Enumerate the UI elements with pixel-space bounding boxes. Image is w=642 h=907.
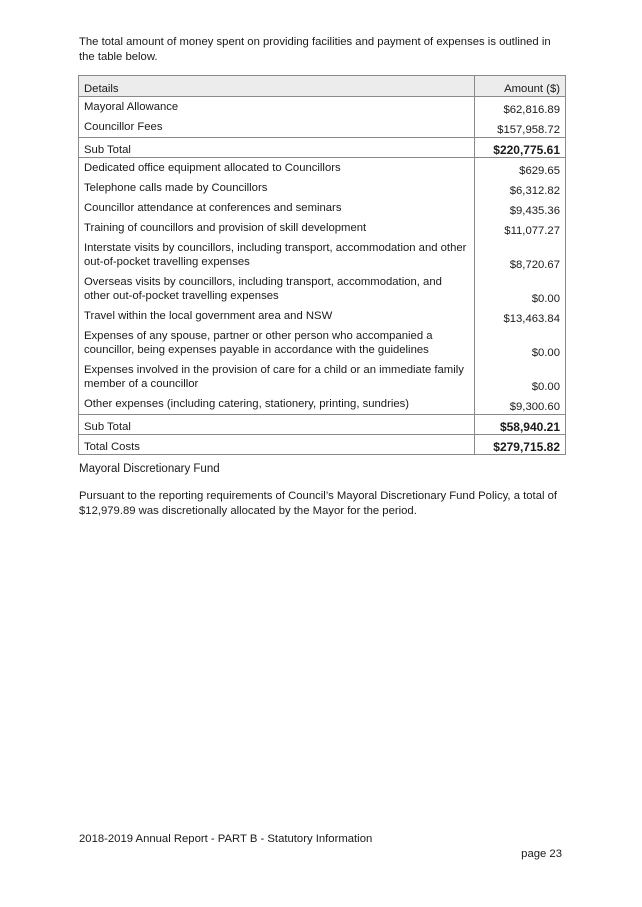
- row-amount: $8,720.67: [475, 238, 566, 272]
- row-amount: $11,077.27: [475, 218, 566, 238]
- table-row: [79, 238, 566, 272]
- row-amount: $629.65: [475, 158, 566, 179]
- row-label: Councillor Fees: [79, 117, 475, 138]
- row-label: Dedicated office equipment allocated to Councillors: [79, 158, 475, 179]
- table-row: [79, 117, 566, 138]
- row-amount: $0.00: [475, 272, 566, 306]
- row-label: Expenses involved in the provision of care for a child or an immediate family member of a councillor: [79, 360, 475, 394]
- table-row: [79, 360, 566, 394]
- intro-paragraph: The total amount of money spent on providing facilities and payment of expenses is outlined in the table below.: [79, 36, 551, 63]
- row-label: Overseas visits by councillors, including transport, accommodation, and other out-of-pocket travelling expenses: [79, 272, 475, 306]
- row-label: Interstate visits by councillors, including transport, accommodation and other out-of-pocket travelling expenses: [79, 238, 475, 272]
- fund-heading: Mayoral Discretionary Fund: [79, 463, 220, 475]
- row-label: Councillor attendance at conferences and seminars: [79, 198, 475, 218]
- table-row: [79, 326, 566, 360]
- table-row: [79, 218, 566, 238]
- subtotal-amount: $58,940.21: [475, 415, 566, 435]
- table-row: [79, 306, 566, 326]
- row-amount: $157,958.72: [475, 117, 566, 138]
- subtotal-row: [79, 415, 566, 435]
- table-row: [79, 394, 566, 415]
- total-amount: $279,715.82: [475, 435, 566, 455]
- expenses-table: [78, 75, 566, 455]
- row-label: Mayoral Allowance: [79, 97, 475, 118]
- subtotal-label: Sub Total: [79, 415, 475, 435]
- row-amount: $6,312.82: [475, 178, 566, 198]
- details-column-header: Details: [79, 76, 475, 97]
- table-row: [79, 158, 566, 179]
- row-label: Expenses of any spouse, partner or other person who accompanied a councillor, being expenses payable in accordance with the guidelines: [79, 326, 475, 360]
- row-label: Telephone calls made by Councillors: [79, 178, 475, 198]
- table-row: [79, 97, 566, 118]
- row-label: Other expenses (including catering, stationery, printing, sundries): [79, 394, 475, 415]
- row-amount: $9,300.60: [475, 394, 566, 415]
- row-amount: $0.00: [475, 360, 566, 394]
- subtotal-amount: $220,775.61: [475, 138, 566, 158]
- table-row: [79, 178, 566, 198]
- table-row: [79, 198, 566, 218]
- row-label: Travel within the local government area and NSW: [79, 306, 475, 326]
- row-amount: $62,816.89: [475, 97, 566, 118]
- row-amount: $0.00: [475, 326, 566, 360]
- table-row: [79, 272, 566, 306]
- table-header-row: [79, 76, 566, 97]
- amount-column-header: Amount ($): [475, 76, 566, 97]
- row-amount: $13,463.84: [475, 306, 566, 326]
- subtotal-label: Sub Total: [79, 138, 475, 158]
- subtotal-row: [79, 138, 566, 158]
- row-amount: $9,435.36: [475, 198, 566, 218]
- total-label: Total Costs: [79, 435, 475, 455]
- fund-paragraph: Pursuant to the reporting requirements of Council’s Mayoral Discretionary Fund Policy, a total of $12,979.89 was discretionally allocated by the Mayor for the period.: [79, 490, 558, 517]
- footer-title: 2018-2019 Annual Report - PART B - Statutory Information: [79, 833, 373, 845]
- row-label: Training of councillors and provision of skill development: [79, 218, 475, 238]
- page-number: page 23: [521, 848, 562, 860]
- total-row: [79, 435, 566, 455]
